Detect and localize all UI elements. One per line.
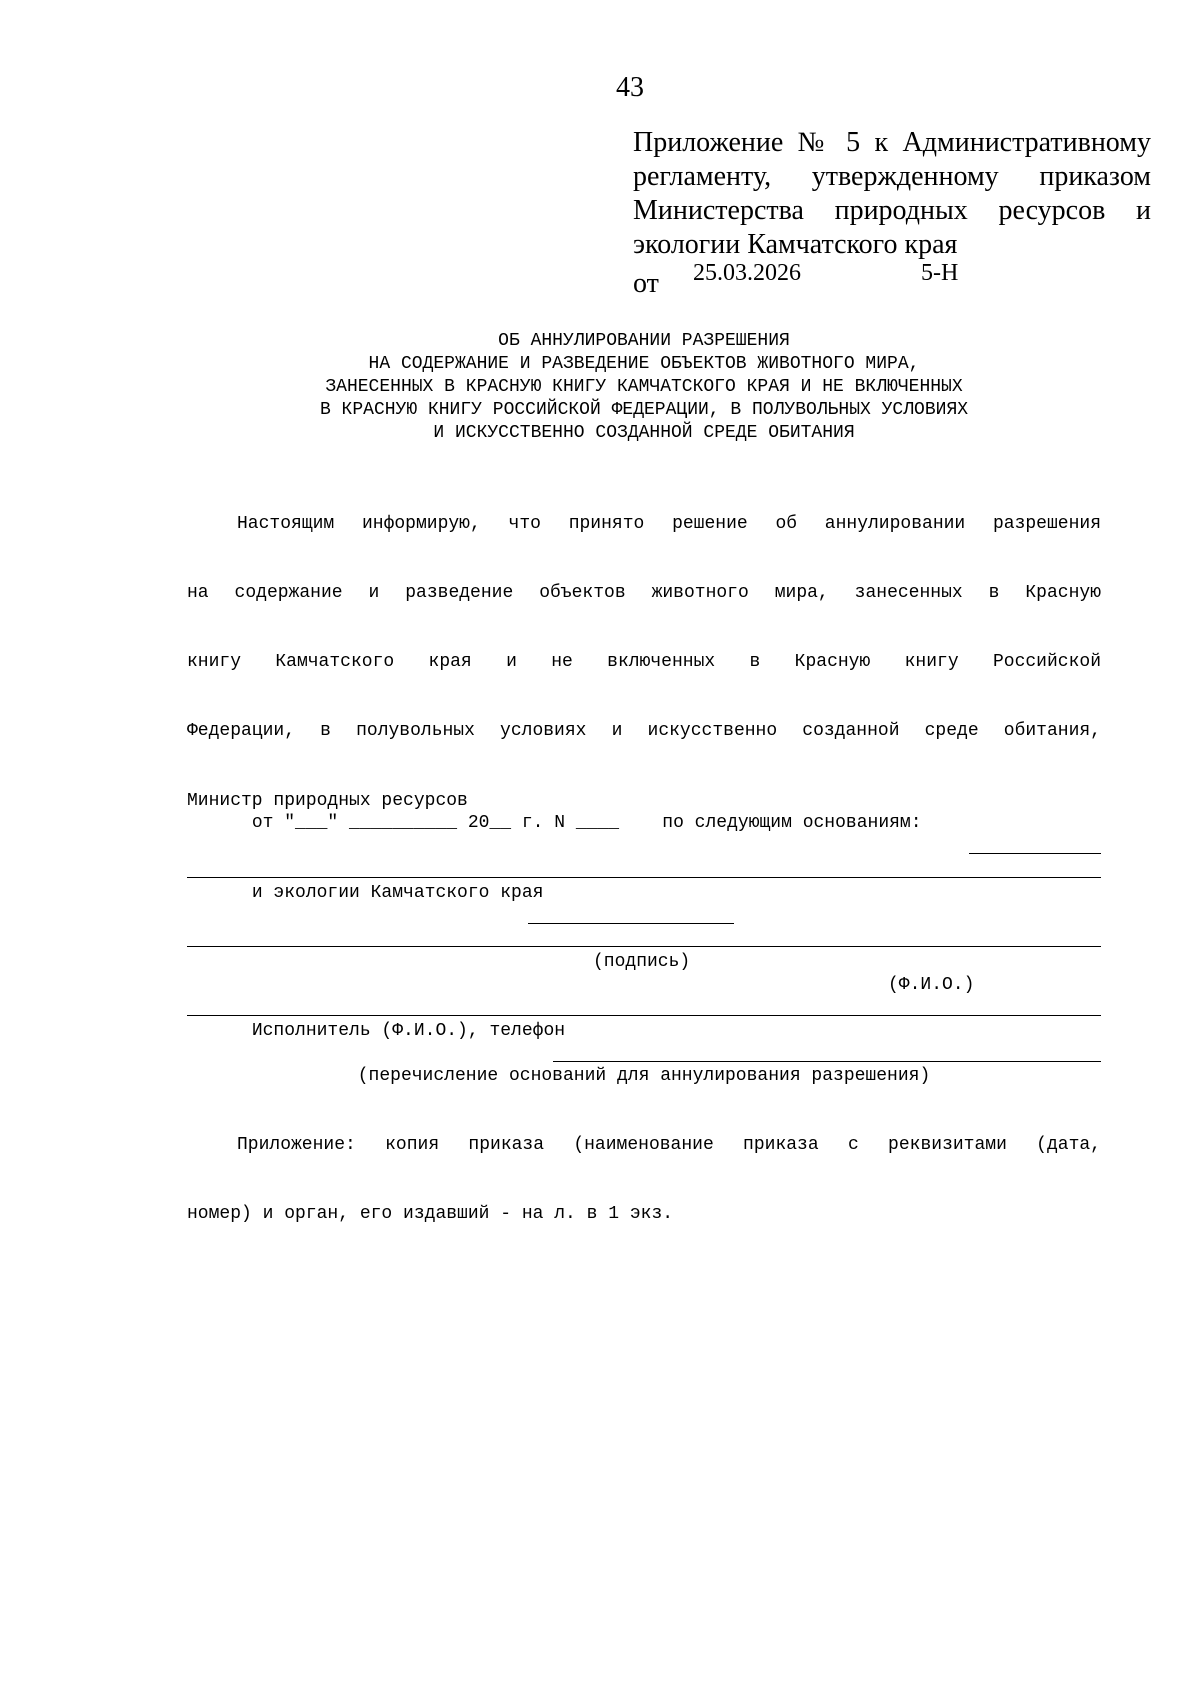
title-line: В КРАСНУЮ КНИГУ РОССИЙСКОЙ ФЕДЕРАЦИИ, В ПОЛУВОЛЬНЫХ УСЛОВИЯХ: [319, 400, 969, 420]
body-line: книгу Камчатского края и не включенных в Красную книгу Российской: [187, 652, 1101, 672]
body-line: Федерации, в полувольных условиях и искусственно созданной среде обитания,: [187, 721, 1101, 741]
signature-fill-line: [528, 905, 734, 924]
attachment-line: Приложение: копия приказа (наименование приказа с реквизитами (дата,: [237, 1135, 1101, 1155]
order-reference: [633, 260, 1033, 300]
title-line: ЗАНЕСЕННЫХ В КРАСНУЮ КНИГУ КАМЧАТСКОГО КРАЯ И НЕ ВКЛЮЧЕННЫХ: [325, 377, 963, 397]
appendix-line: экологии Камчатского края: [633, 229, 958, 260]
signature-caption: (подпись): [593, 952, 691, 972]
minister-title-line: и экологии Камчатского края: [251, 883, 544, 903]
title-line: ОБ АННУЛИРОВАНИИ РАЗРЕШЕНИЯ: [498, 331, 790, 351]
fio-caption: (Ф.И.О.): [888, 975, 975, 995]
date-line-text: от "___" __________ 20__ г. N ____ по следующим основаниям:: [251, 813, 922, 833]
body-line: Настоящим информирую, что принято решение об аннулировании разрешения: [237, 514, 1101, 534]
executor-label: Исполнитель (Ф.И.О.), телефон: [251, 1021, 566, 1041]
document-title: [187, 330, 1101, 445]
minister-title-line: Министр природных ресурсов: [187, 791, 468, 811]
appendix-line: Министерства природных ресурсов и: [633, 195, 1151, 226]
executor-row: [187, 997, 1101, 1041]
attachment-line: номер) и орган, его издавший - на л. в 1 экз.: [187, 1204, 674, 1224]
page-number: 43: [616, 72, 644, 103]
appendix-line: Приложение № 5 к Административному: [633, 127, 1151, 158]
appendix-header: [633, 126, 1151, 262]
title-line: И ИСКУССТВЕННО СОЗДАННОЙ СРЕДЕ ОБИТАНИЯ: [433, 423, 855, 443]
reasons-caption: (перечисление оснований для аннулирования разрешения): [357, 1066, 931, 1086]
minister-sign-row: [187, 859, 1101, 903]
title-line: НА СОДЕРЖАНИЕ И РАЗВЕДЕНИЕ ОБЪЕКТОВ ЖИВОТНОГО МИРА,: [368, 354, 920, 374]
order-from-label: от: [633, 268, 659, 299]
signature-block: [187, 744, 1101, 1066]
body-line: на содержание и разведение объектов животного мира, занесенных в Красную: [187, 583, 1101, 603]
order-date: 25.03.2026: [693, 260, 801, 286]
sign-captions-row: [187, 928, 1101, 995]
executor-fill-line: [553, 1043, 1101, 1062]
appendix-line: регламенту, утвержденному приказом: [633, 161, 1151, 192]
order-number: 5-Н: [921, 260, 959, 286]
